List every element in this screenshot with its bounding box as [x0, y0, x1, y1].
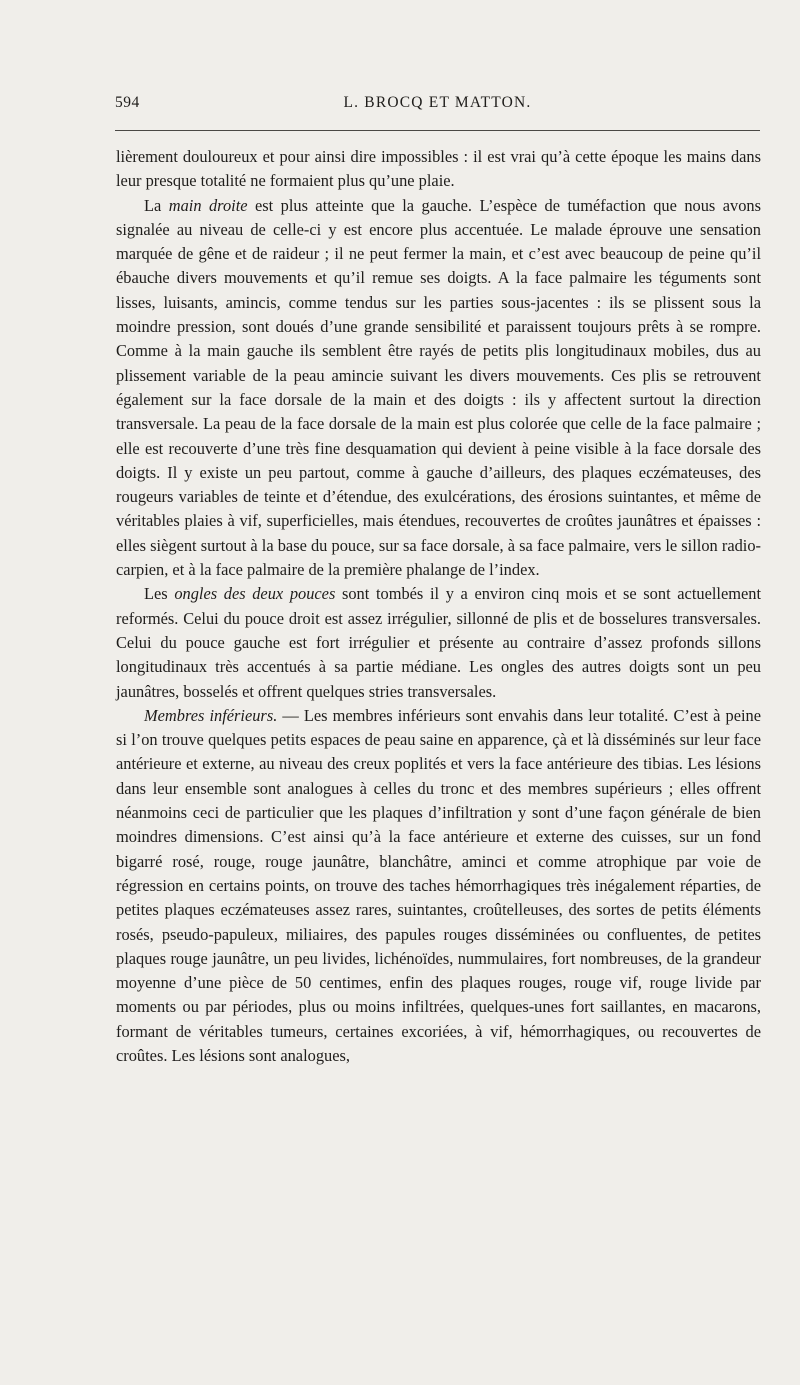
header-rule — [115, 130, 760, 131]
text-run: sont tombés il y a environ cinq mois et se sont actuellement reformés. Celui du pouce droit est assez irrégulier, sillonné de plis et de bosselures transversales. Celui du pouce gauche est fort irrégulier et présente au contraire d’assez profonds sillons longitudinaux très accentués à sa partie médiane. Les ongles des autres doigts sont un peu jaunâtres, bosselés et offrent quelques stries transversales. — [116, 584, 762, 701]
paragraph — [116, 704, 761, 1068]
text-run: est plus atteinte que la gauche. L’espèce de tuméfaction que nous avons signalée au niveau de celle-ci y est encore plus accentuée. Le malade éprouve une sensation marquée de gêne et de raideur ; il ne peut fermer la main, et c’est avec beaucoup de peine qu’il ébauche divers mouvements et qu’il remue ses doigts. A la face palmaire les téguments sont lisses, luisants, amincis, comme tendus sur les parties sous-jacentes : ils se plissent sous la moindre pression, sont doués d’une grande sensibilité et paraissent toujours prêts à se rompre. Comme à la main gauche ils semblent être rayés de petits plis longitudinaux mobiles, dus au plissement variable de la peau amincie suivant les divers mouvements. Ces plis se retrouvent également sur la face dorsale de la main et des doigts : ils y affectent surtout la direction transversale. La peau de la face dorsale de la main est plus colorée que celle de la face palmaire ; elle est recouverte d’une très fine desquamation qui devient à peine visible à la face dorsale des doigts. Il y existe un peu partout, comme à gauche d’ailleurs, des plaques eczémateuses, des rougeurs variables de teinte et d’étendue, des exulcérations, des érosions suintantes, et même de véritables plaies à vif, superficielles, mais étendues, recouvertes de croûtes jaunâtres et épaisses : elles siègent surtout à la base du pouce, sur sa face dorsale, à sa face palmaire, vers le sillon radio-carpien, et à la face palmaire de la première phalange de l’index. — [116, 195, 761, 580]
paragraph — [116, 194, 761, 583]
paragraph — [116, 582, 761, 703]
page-header — [115, 94, 760, 118]
paragraph — [116, 145, 761, 194]
italic-phrase: main droite — [168, 195, 248, 215]
text-run: lièrement douloureux et pour ainsi dire impossibles : il est vrai qu’à cette époque les mains dans leur presque totalité ne formaient plus qu’une plaie. — [116, 147, 761, 191]
page-number: 594 — [115, 94, 140, 111]
running-head: L. BROCQ ET MATTON. — [343, 94, 532, 111]
body-text — [116, 145, 761, 1068]
italic-phrase: ongles des deux pouces — [174, 584, 336, 604]
text-run: Les — [144, 584, 175, 604]
text-run: La — [144, 195, 169, 215]
text-run: — Les membres inférieurs sont envahis dans leur totalité. C’est à peine si l’on trouve quelques petits espaces de peau saine en apparence, çà et là disséminés sur leur face antérieure et externe, au niveau des creux poplités et vers la face antérieure des tibias. Les lésions dans leur ensemble sont analogues à celles du tronc et des membres supérieurs ; elles offrent néanmoins ceci de particulier que les plaques d’infiltration y sont d’une façon générale de bien moindres dimensions. C’est ainsi qu’à la face antérieure et externe des cuisses, sur un fond bigarré rosé, rouge, rouge jaunâtre, blanchâtre, aminci et comme atrophique par voie de régression en certains points, on trouve des taches hémorrhagiques très inégalement réparties, de petites plaques eczémateuses assez rares, suintantes, croûtelleuses, des sortes de petits éléments rosés, pseudo-papuleux, miliaires, des papules rouges disséminées ou confluentes, de petites plaques rouge jaunâtre, un peu livides, lichénoïdes, nummulaires, fort nombreuses, de la grandeur moyenne d’une pièce de 50 centimes, enfin des plaques rouges, rouge vif, rouge livide par moments ou par périodes, plus ou moins infiltrées, quelques-unes fort saillantes, en macarons, formant de véritables tumeurs, certaines excoriées, à vif, hémorrhagiques, ou recouvertes de croûtes. Les lésions sont analogues, — [116, 705, 761, 1065]
italic-phrase: Membres inférieurs. — [144, 705, 278, 725]
